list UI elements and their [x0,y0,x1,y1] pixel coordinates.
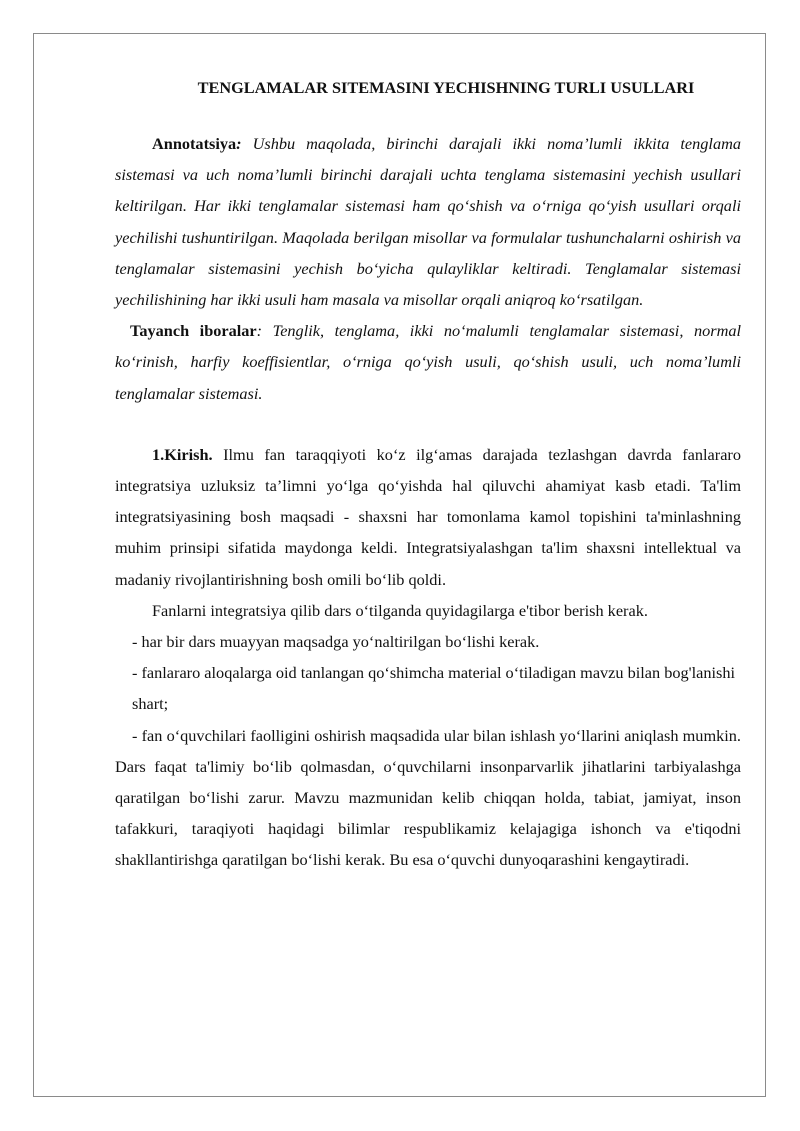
paper-title: TENGLAMALAR SITEMASINI YECHISHNING TURLI USULLARI [197,78,695,97]
intro-text: Ilmu fan taraqqiyoti ko‘z ilg‘amas darajada tezlashgan davrda fanlararo integratsiya uzluksiz ta’limni yo‘lga qo‘yishda hal qiluvchi ahamiyat kasb etadi. Ta'lim integratsiyasining bosh maqsadi - shaxsni har tomonlama kamol topishini ta'minlashning muhim prinsipi sifatida maydonga keldi. Integratsiyalashgan ta'lim shaxsni intellektual va madaniy rivojlantirishning bosh omili bo‘lib qoldi. [115,444,741,589]
keywords-label: Tayanch iboralar [130,321,257,341]
list-item: - fan o‘quvchilari faolligini oshirish maqsadida ular bilan ishlash yo‘llarini aniqlash mumkin. Dars faqat ta'limiy bo‘lib qolmasdan, o‘quvchilarni insonparvarlik jihatlarini tarbiyalashga qaratilgan bo‘lishi zarur. Mavzu mazmunidan kelib chiqqan holda, tabiat, jamiyat, inson tafakkuri, taraqiyoti haqidagi bilimlar respublikamiz kelajagiga ishonch va e'tiqodni shakllantirishga qaratilgan bo‘lishi kerak. Bu esa o‘quvchi dunyoqarashini kengaytiradi. [115,725,741,870]
intro-heading: 1.Kirish. [152,444,213,464]
annotation-label: Annotatsiya [152,134,237,153]
list-item: - har bir dars muayyan maqsadga yo‘naltirilgan bo‘lishi kerak. [132,632,540,652]
intro-paragraph [115,439,741,595]
keywords-paragraph [115,315,741,409]
list-item: - fanlararo aloqalarga oid tanlangan qo‘shimcha material o‘tiladigan mavzu bilan bog'lanishi shart; [132,663,736,714]
integration-paragraph: Fanlarni integratsiya qilib dars o‘tilganda quyidagilarga e'tibor berish kerak. [152,600,648,620]
annotation-text: Ushbu maqolada, birinchi darajali ikki noma’lumli ikkita tenglama sistemasi va uch noma’lumli birinchi darajali uchta tenglama sistemasini yechish usullari keltirilgan. Har ikki tenglamalar sistemasi ham qo‘shish va o‘rniga qo‘yish usullari orqali yechilishi tushuntirilgan. Maqolada berilgan misollar va formulalar tushunchalarni oshirish va tenglamalar sistemasini yechish bo‘yicha qulayliklar keltiradi. Tenglamalar sistemasi yechilishining har ikki usuli ham masala va misollar orqali aniqroq ko‘rsatilgan. [115,134,741,310]
keywords-text: : Tenglik, tenglama, ikki no‘malumli tenglamalar sistemasi, normal ko‘rinish, harfiy koeffisientlar, o‘rniga qo‘yish usuli, qo‘shish usuli, uch noma’lumli tenglamalar sistemasi. [115,321,741,403]
annotation-paragraph [115,128,741,315]
document-body [115,72,741,876]
annotation-label-colon: : [236,134,242,153]
